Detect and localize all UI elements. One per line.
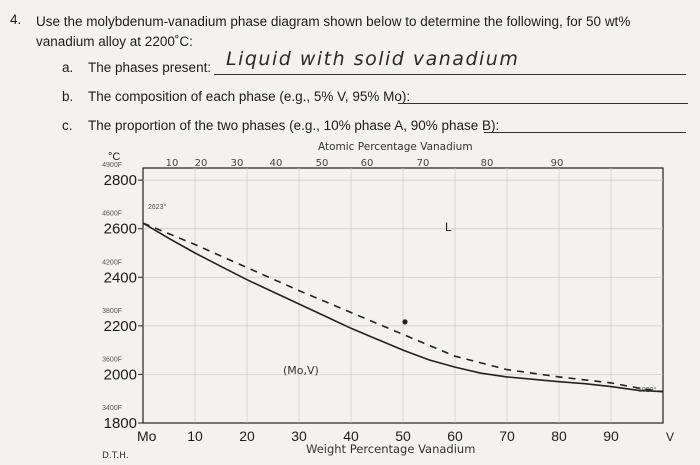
bottom-tick-label: 10	[187, 428, 203, 444]
item-a-letter: a.	[62, 60, 74, 75]
item-a-text: The phases present:	[88, 60, 212, 75]
bottom-tick-label: 90	[603, 428, 619, 444]
grid	[143, 168, 663, 423]
v-melting-label: 1929°	[638, 387, 657, 394]
top-tick-label: 20	[194, 158, 208, 169]
mo-label: Mo	[137, 428, 157, 444]
bottom-tick-label: 30	[291, 428, 307, 444]
item-b-letter: b.	[62, 89, 74, 104]
y-tick-label-c: 2000	[103, 366, 137, 384]
top-tick-label: 80	[480, 158, 494, 169]
y-tick-label-f: 3600F	[102, 356, 122, 364]
solid-region-label: (Mo,V)	[283, 364, 319, 377]
top-tick-label: 50	[315, 158, 329, 169]
liquid-region-label: L	[445, 220, 452, 234]
top-axis	[166, 158, 564, 169]
answer-a-handwriting: Liquid with solid vanadium	[226, 48, 520, 70]
question-number: 4.	[10, 12, 22, 27]
top-tick-label: 70	[416, 158, 430, 169]
y-tick-label-c: 2600	[103, 220, 137, 238]
y-tick-label-c: 2200	[103, 317, 137, 335]
bottom-tick-label: 20	[239, 428, 255, 444]
y-tick-label-c: 1800	[103, 415, 137, 432]
y-unit: °C	[108, 151, 121, 163]
top-tick-label: 60	[360, 158, 374, 169]
top-tick-label: 10	[165, 158, 179, 169]
bottom-tick-label: 50	[395, 428, 411, 444]
bottom-tick-label: 40	[343, 428, 359, 444]
bottom-tick-label: 60	[447, 428, 463, 444]
y-tick-label-c: 2800	[103, 172, 137, 190]
item-c-text: The proportion of the two phases (e.g., 10% phase A, 90% phase B):	[88, 118, 500, 133]
credit-label: D.T.H.	[102, 451, 129, 461]
mo-melting-label: 2623°	[148, 204, 167, 211]
y-tick-label-f: 4200F	[102, 259, 122, 267]
top-axis-title: Atomic Percentage Vanadium	[318, 141, 473, 153]
y-tick-label-f: 4900F	[102, 162, 122, 170]
top-tick-label: 90	[550, 158, 564, 169]
item-b-text: The composition of each phase (e.g., 5% V, 95% Mo):	[88, 89, 411, 104]
y-tick-label-c: 2400	[103, 269, 137, 287]
top-tick-label: 40	[269, 158, 283, 169]
y-tick-label-f: 3800F	[102, 307, 122, 315]
bottom-tick-label: 70	[499, 428, 515, 444]
y-axis	[102, 162, 143, 432]
y-tick-label-f: 3400F	[102, 405, 122, 412]
top-tick-label: 30	[230, 158, 244, 169]
marked-point	[402, 319, 407, 324]
bottom-tick-label: 80	[551, 428, 567, 444]
item-c-letter: c.	[62, 118, 73, 133]
y-tick-label-f: 4600F	[102, 210, 122, 218]
question-text: Use the molybdenum-vanadium phase diagram shown below to determine the following, for 50 wt% vanadium alloy at 2200˚C:	[36, 14, 631, 49]
v-label: V	[666, 430, 675, 444]
bottom-axis-title: Weight Percentage Vanadium	[306, 442, 476, 456]
